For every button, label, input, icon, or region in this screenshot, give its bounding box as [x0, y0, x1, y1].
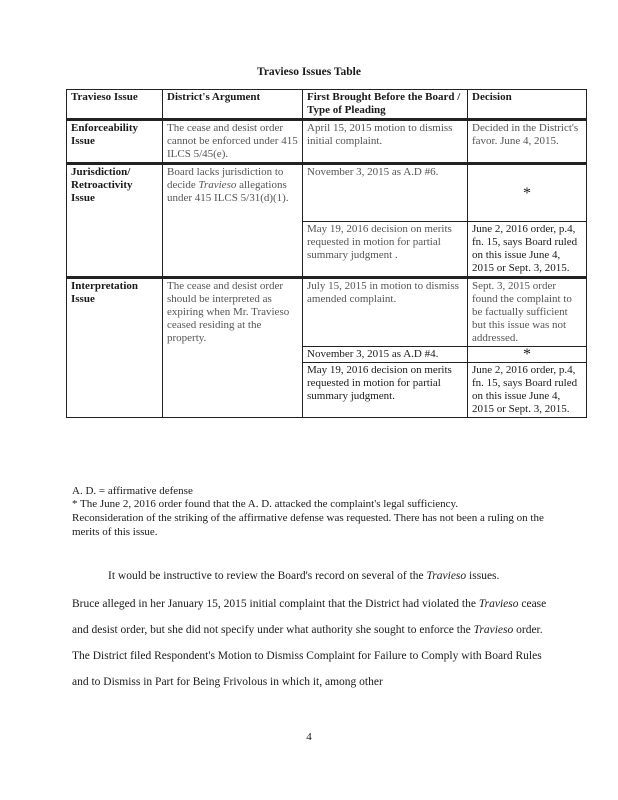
body-text: issues. — [466, 570, 500, 582]
issue-cell: Enforceability Issue — [67, 120, 163, 164]
decision-cell: June 2, 2016 order, p.4, fn. 15, says Board ruled on this issue June 4, 2015 or Sept. 3, 2015. — [468, 222, 587, 278]
decision-cell: Decided in the District's favor. June 4, 2015. — [468, 120, 587, 164]
footnote-star-line1: * The June 2, 2016 order found that the A. D. attacked the complaint's legal sufficiency. — [72, 498, 459, 510]
pleading-cell: November 3, 2015 as A.D #4. — [303, 347, 468, 363]
pleading-cell: November 3, 2015 as A.D #6. — [303, 164, 468, 222]
body-paragraph-2 — [72, 591, 552, 695]
issue-cell: Jurisdiction/ Retroactivity Issue — [67, 164, 163, 278]
table-header-row — [67, 90, 587, 120]
case-name: Travieso — [473, 624, 514, 636]
pleading-cell: May 19, 2016 decision on merits requested in motion for partial summary judgment . — [303, 222, 468, 278]
pleading-cell: May 19, 2016 decision on merits requested in motion for partial summary judgment. — [303, 363, 468, 418]
decision-asterisk: * — [468, 347, 587, 363]
header-pleading: First Brought Before the Board / Type of Pleading — [303, 90, 468, 120]
footnote-star-line2: Reconsideration of the striking of the affirmative defense was requested. There has not been a ruling on the merits of this issue. — [72, 512, 544, 538]
table-row — [67, 120, 587, 164]
decision-cell: Sept. 3, 2015 order found the complaint to be factually sufficient but this issue was not addressed. — [468, 278, 587, 347]
body-paragraph-1 — [72, 563, 552, 589]
argument-text: Board lacks jurisdiction to decide — [167, 166, 284, 191]
pleading-cell: July 15, 2015 in motion to dismiss amended complaint. — [303, 278, 468, 347]
header-issue: Travieso Issue — [67, 90, 163, 120]
footnote-ad: A. D. = affirmative defense — [72, 485, 193, 497]
decision-asterisk: * — [468, 164, 587, 222]
body-text: order. The District filed Respondent's Motion to Dismiss Complaint for Failure to Comply with Board Rules and to Dismiss in Part for Being Frivolous in which it, among other — [72, 624, 543, 688]
argument-cell — [163, 164, 303, 278]
table-row — [67, 278, 587, 347]
case-name: Travieso — [478, 598, 519, 610]
travieso-issues-table — [66, 89, 587, 418]
body-text: It would be instructive to review the Board's record on several of the — [108, 570, 427, 582]
argument-cell: The cease and desist order cannot be enforced under 415 ILCS 5/45(e). — [163, 120, 303, 164]
argument-cell: The cease and desist order should be interpreted as expiring when Mr. Travieso ceased residing at the property. — [163, 278, 303, 418]
table-title: Travieso Issues Table — [257, 66, 361, 78]
case-name: Travieso — [426, 570, 467, 582]
pleading-cell: April 15, 2015 motion to dismiss initial complaint. — [303, 120, 468, 164]
body-text: Bruce alleged in her January 15, 2015 initial complaint that the District had violated the — [72, 598, 479, 610]
issue-cell: Interpretation Issue — [67, 278, 163, 418]
header-argument: District's Argument — [163, 90, 303, 120]
body-text: cease and desist order, but she did not specify under what authority she sought to enforce the — [72, 598, 547, 636]
argument-text: allegations under 415 ILCS 5/31(d)(1). — [167, 179, 289, 204]
table-row — [67, 164, 587, 222]
header-decision: Decision — [468, 90, 587, 120]
footnote-star — [72, 497, 552, 539]
page-number: 4 — [306, 731, 312, 743]
decision-cell: June 2, 2016 order, p.4, fn. 15, says Board ruled on this issue June 4, 2015 or Sept. 3, 2015. — [468, 363, 587, 418]
case-name: Travieso — [198, 179, 237, 191]
